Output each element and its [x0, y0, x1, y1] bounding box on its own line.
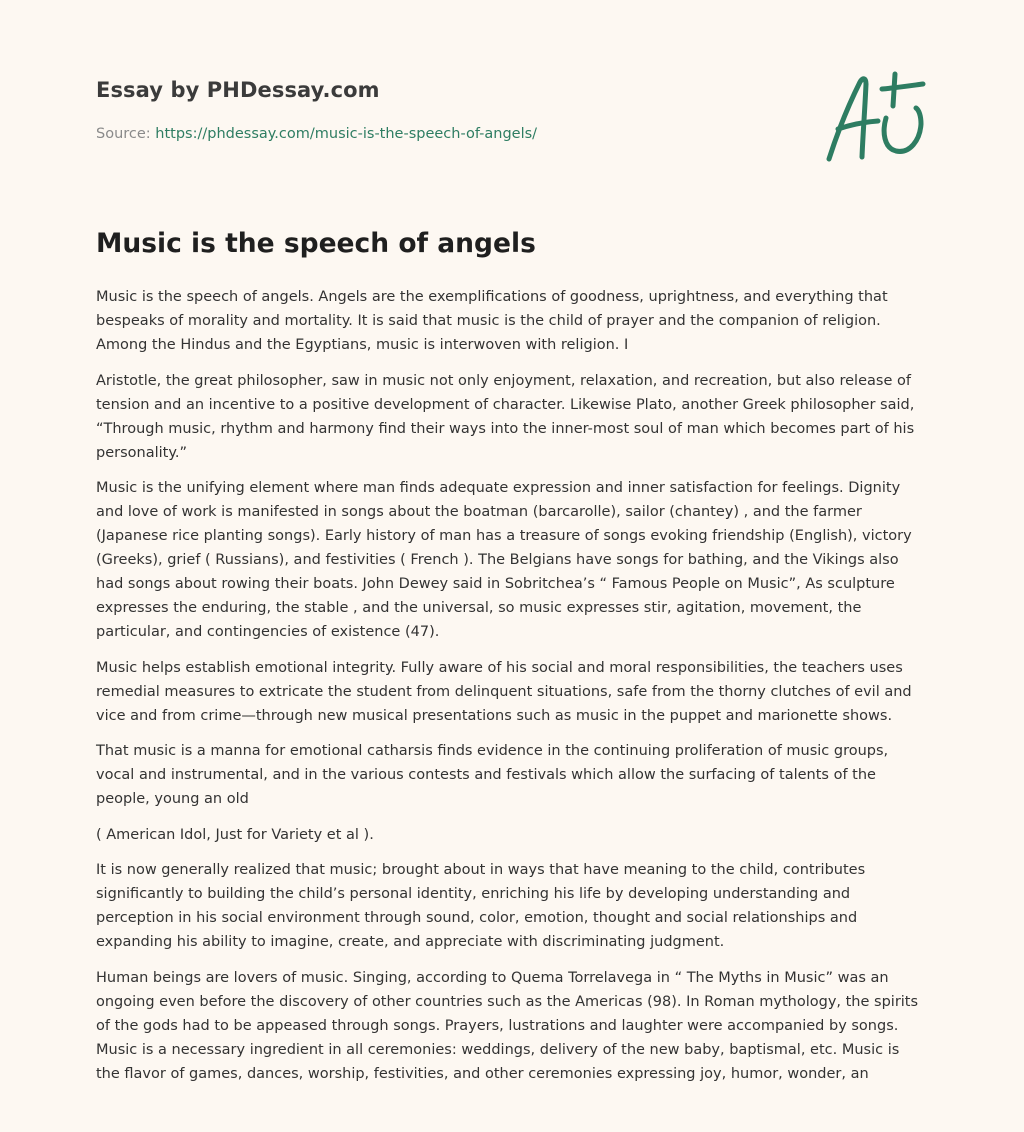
- essay-paragraph: [96, 285, 934, 357]
- paragraph-line: people, young an old: [96, 791, 249, 807]
- essay-paragraph: [96, 739, 934, 811]
- paragraph-line: bespeaks of morality and mortality. It is said that music is the child of prayer and the companion of religion.: [96, 313, 881, 329]
- paragraph-line: vice and from crime—through new musical presentations such as music in the puppet and marionette shows.: [96, 707, 893, 724]
- essay-paragraph: [96, 476, 934, 644]
- essay-header: [96, 76, 796, 144]
- paragraph-line: the flavor of games, dances, worship, festivities, and other ceremonies expressing joy, humor, wonder, an: [96, 1065, 869, 1082]
- source-label: Source:: [96, 126, 156, 142]
- essay-paragraph: [96, 369, 934, 465]
- paragraph-line: It is now generally realized that music; brought about in ways that have meaning to the child, contributes: [96, 862, 866, 878]
- paragraph-line: Music is the unifying element where man finds adequate expression and inner satisfaction for feelings. Dignity: [96, 480, 901, 496]
- paragraph-line: particular, and contingencies of existence (47).: [96, 624, 440, 640]
- essay-title: Music is the speech of angels: [96, 228, 536, 259]
- paragraph-line: Music is the speech of angels. Angels are the exemplifications of goodness, uprightness, and everything that: [96, 289, 888, 305]
- paragraph-line: Human beings are lovers of music. Singing, according to Quema Torrelavega in “ The Myths in Music” was an: [96, 969, 889, 986]
- paragraph-line: perception in his social environment through sound, color, emotion, thought and social relationships and: [96, 910, 858, 926]
- a-plus-grade-icon: [822, 68, 930, 166]
- paragraph-line: tension and an incentive to a positive development of character. Likewise Plato, another Greek philosopher said,: [96, 396, 915, 413]
- source-link[interactable]: https://phdessay.com/music-is-the-speech-of-angels/: [155, 126, 538, 142]
- essay-paragraph: [96, 823, 934, 847]
- paragraph-line: Music helps establish emotional integrity. Fully aware of his social and moral responsibilities, the teachers uses: [96, 659, 903, 676]
- source-line: [96, 124, 796, 144]
- paragraph-line: remedial measures to extricate the student from delinquent situations, safe from the thorny clutches of evil and: [96, 683, 912, 700]
- paragraph-line: Among the Hindus and the Egyptians, music is interwoven with religion. I: [96, 337, 629, 353]
- paragraph-line: Aristotle, the great philosopher, saw in music not only enjoyment, relaxation, and recreation, but also release of: [96, 372, 911, 389]
- essay-paragraph: [96, 966, 934, 1086]
- paragraph-line: expanding his ability to imagine, create, and appreciate with discriminating judgment.: [96, 934, 725, 950]
- paragraph-line: vocal and instrumental, and in the various contests and festivals which allow the surfacing of talents of the: [96, 767, 876, 783]
- paragraph-line: (Greeks), grief ( Russians), and festivities ( French ). The Belgians have songs for bathing, and the Vikings also: [96, 552, 899, 568]
- essay-paragraph: [96, 858, 934, 954]
- paragraph-line: significantly to building the child’s personal identity, enriching his life by developing understanding and: [96, 886, 851, 902]
- paragraph-line: of the gods had to be appeased through songs. Prayers, lustrations and laughter were accompanied by songs.: [96, 1017, 899, 1034]
- paragraph-line: Music is a necessary ingredient in all ceremonies: weddings, delivery of the new baby, baptismal, etc. Music is: [96, 1041, 900, 1058]
- essay-body: [96, 285, 934, 1097]
- paragraph-line: personality.”: [96, 444, 187, 461]
- paragraph-line: ( American Idol, Just for Variety et al ).: [96, 826, 374, 843]
- paragraph-line: That music is a manna for emotional catharsis finds evidence in the continuing proliferation of music groups,: [96, 743, 889, 759]
- site-title: Essay by PHDessay.com: [96, 78, 380, 102]
- paragraph-line: “Through music, rhythm and harmony find their ways into the inner-most soul of man which becomes part of his: [96, 420, 915, 437]
- paragraph-line: ongoing even before the discovery of other countries such as the Americas (98). In Roman mythology, the spirits: [96, 993, 919, 1010]
- paragraph-line: had songs about rowing their boats. John Dewey said in Sobritchea’s “ Famous People on Music”, As sculpture: [96, 576, 895, 592]
- paragraph-line: and love of work is manifested in songs about the boatman (barcarolle), sailor (chantey) , and the farmer: [96, 504, 862, 520]
- paragraph-line: (Japanese rice planting songs). Early history of man has a treasure of songs evoking friendship (English), victory: [96, 528, 912, 544]
- essay-paragraph: [96, 656, 934, 728]
- paragraph-line: expresses the enduring, the stable , and the universal, so music expresses stir, agitation, movement, the: [96, 600, 862, 616]
